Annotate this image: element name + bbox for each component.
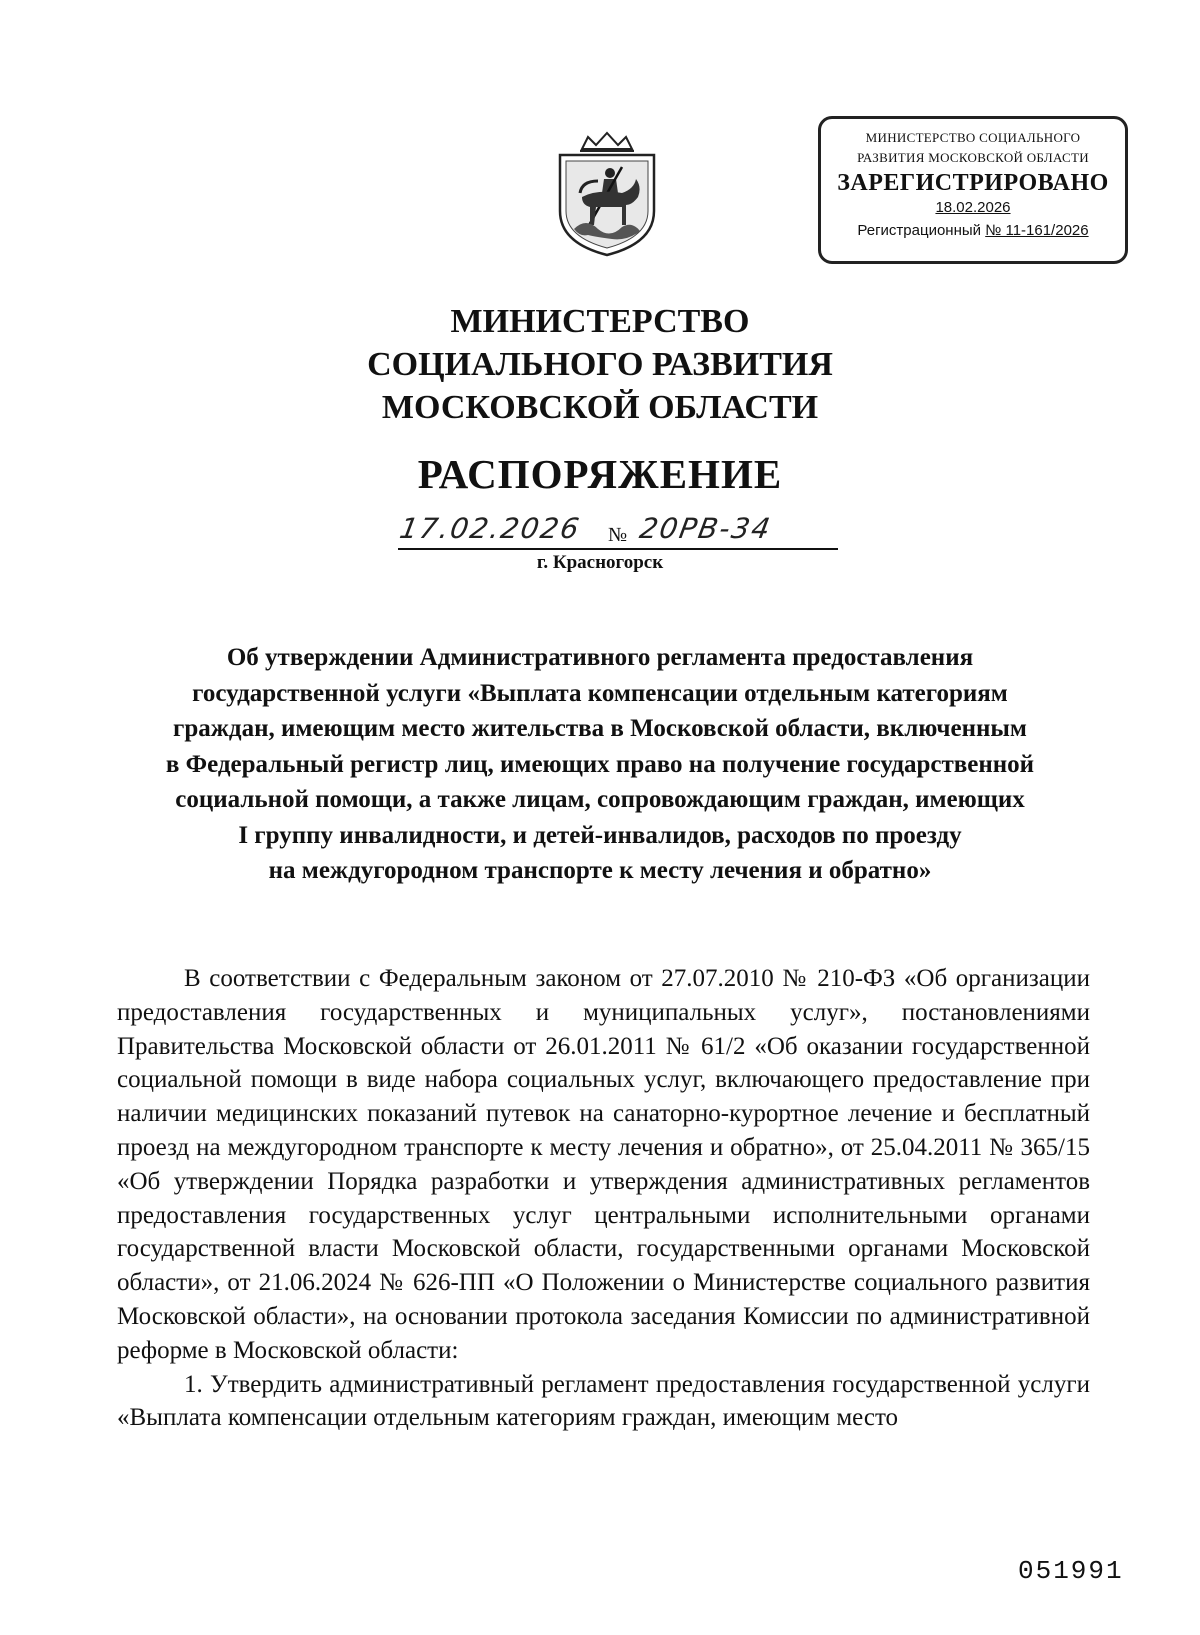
number-sign: №	[608, 524, 628, 546]
document-subject	[110, 640, 1090, 889]
document-type-title: РАСПОРЯЖЕНИЕ	[417, 451, 783, 497]
handwritten-number: 20РВ-34	[637, 512, 775, 545]
body-paragraph-item1: 1. Утвердить административный регламент предоставления государственной услуги «Выплата компенсации отдельным категориям граждан, имеющим место	[117, 1370, 1090, 1432]
ministry-name	[300, 300, 900, 429]
stamp-number-value: № 11-161/2026	[985, 222, 1089, 239]
ministry-line1: МИНИСТЕРСТВО	[450, 303, 750, 340]
subject-line: на междугородном транспорте к месту лечения и обратно»	[268, 857, 932, 884]
document-body	[117, 962, 1090, 1435]
stamp-number-label: Регистрационный	[857, 222, 982, 239]
ministry-line2: СОЦИАЛЬНОГО РАЗВИТИЯ	[367, 346, 833, 383]
subject-line: социальной помощи, а также лицам, сопровождающим граждан, имеющих	[175, 786, 1025, 813]
subject-line: граждан, имеющим место жительства в Московской области, включенным	[173, 715, 1027, 742]
city-name: г. Красногорск	[536, 552, 664, 573]
document-code: 051991	[1018, 1556, 1124, 1586]
handwritten-date: 17.02.2026	[397, 512, 584, 545]
subject-line: I группу инвалидности, и детей-инвалидов, расходов по проезду	[238, 821, 962, 849]
stamp-org-line1: МИНИСТЕРСТВО СОЦИАЛЬНОГО	[865, 130, 1081, 145]
stamp-date: 18.02.2026	[935, 199, 1011, 216]
registration-stamp	[818, 116, 1128, 264]
stamp-reg-number	[821, 222, 1125, 239]
subject-line: в Федеральный регистр лиц, имеющих право на получение государственной	[165, 750, 1035, 778]
stamp-status: ЗАРЕГИСТРИРОВАНО	[837, 170, 1109, 196]
stamp-org-line2: РАЗВИТИЯ МОСКОВСКОЙ ОБЛАСТИ	[857, 150, 1089, 165]
subject-line: государственной услуги «Выплата компенсации отдельным категориям	[192, 679, 1008, 707]
moscow-oblast-coat-of-arms-icon	[552, 131, 662, 257]
ministry-line3: МОСКОВСКОЙ ОБЛАСТИ	[381, 389, 819, 426]
subject-line: Об утверждении Административного регламента предоставления	[226, 644, 974, 671]
body-paragraph-preamble: В соответствии с Федеральным законом от 27.07.2010 № 210-ФЗ «Об организации предоставления государственных и муниципальных услуг», постановлениями Правительства Московской области от 26.01.2011 № 61/2 «Об оказании государственной социальной помощи в виде набора социальных услуг, включающего предоставление при наличии медицинских показаний путевок на санаторно-курортное лечение и бесплатный проезд на междугородном транспорте к месту лечения и обратно», от 25.04.2011 № 365/15 «Об утверждении Порядка разработки и утверждения административных регламентов предоставления государственных услуг центральными исполнительными органами государственной власти Московской области, государственными органами Московской области», от 21.06.2024 № 626-ПП «О Положении о Министерстве социального развития Московской области», на основании протокола заседания Комиссии по административной реформе в Московской области:	[117, 965, 1090, 1364]
